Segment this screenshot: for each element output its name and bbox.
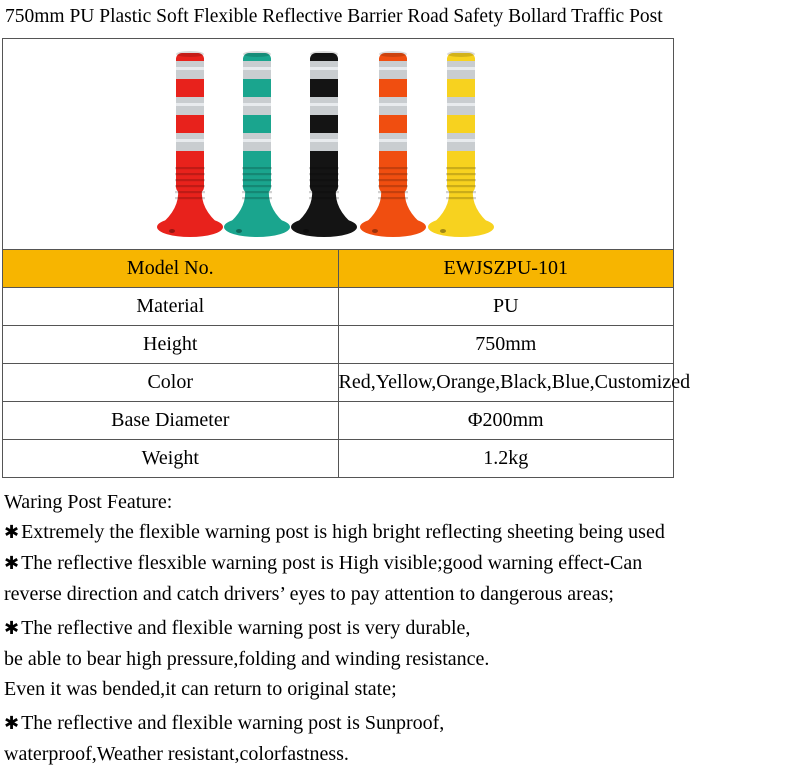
spec-row-material (3, 288, 674, 326)
spec-value: Red,Yellow,Orange,Black,Blue,Customized (338, 364, 674, 402)
spec-label: Model No. (3, 250, 339, 288)
spec-value: PU (338, 288, 674, 326)
star-icon: ✱ (4, 522, 20, 543)
feature-line: ✱ The reflective flesxible warning post is High visible;good warning effect-Can (4, 552, 643, 574)
bollard (157, 51, 223, 237)
product-image (3, 39, 675, 249)
feature-heading: Waring Post Feature: (4, 491, 173, 513)
spec-value: Φ200mm (338, 402, 674, 440)
page-title: 750mm PU Plastic Soft Flexible Reflective Barrier Road Safety Bollard Traffic Post (5, 6, 663, 27)
feature-line: Even it was bended,it can return to original state; (4, 678, 397, 700)
spec-row-weight (3, 440, 674, 478)
feature-line: reverse direction and catch drivers’ eyes to pay attention to dangerous areas; (4, 583, 614, 605)
bollard (224, 51, 290, 237)
spec-row-color (3, 364, 674, 402)
feature-line: ✱ Extremely the flexible warning post is high bright reflecting sheeting being used (4, 521, 665, 543)
feature-line: waterproof,Weather resistant,colorfastness. (4, 743, 349, 765)
spec-value: 750mm (338, 326, 674, 364)
spec-label: Material (3, 288, 339, 326)
spec-table (2, 38, 691, 478)
spec-value: 1.2kg (338, 440, 674, 478)
bollard (291, 51, 357, 237)
bollard (428, 51, 494, 237)
star-icon: ✱ (4, 618, 20, 639)
spec-label: Base Diameter (3, 402, 339, 440)
spec-row-base-diameter (3, 402, 674, 440)
spec-label: Height (3, 326, 339, 364)
feature-line: ✱ The reflective and flexible warning post is Sunproof, (4, 712, 445, 734)
spec-row-model (3, 250, 674, 288)
spec-label: Weight (3, 440, 339, 478)
product-image-cell (3, 39, 674, 250)
spec-label: Color (3, 364, 339, 402)
spec-value: EWJSZPU-101 (338, 250, 674, 288)
feature-line: ✱ The reflective and flexible warning post is very durable, (4, 617, 471, 639)
star-icon: ✱ (4, 553, 20, 574)
bollard (360, 51, 426, 237)
spec-row-height (3, 326, 674, 364)
star-icon: ✱ (4, 713, 20, 734)
feature-line: be able to bear high pressure,folding and winding resistance. (4, 648, 490, 670)
feature-section (4, 487, 800, 769)
